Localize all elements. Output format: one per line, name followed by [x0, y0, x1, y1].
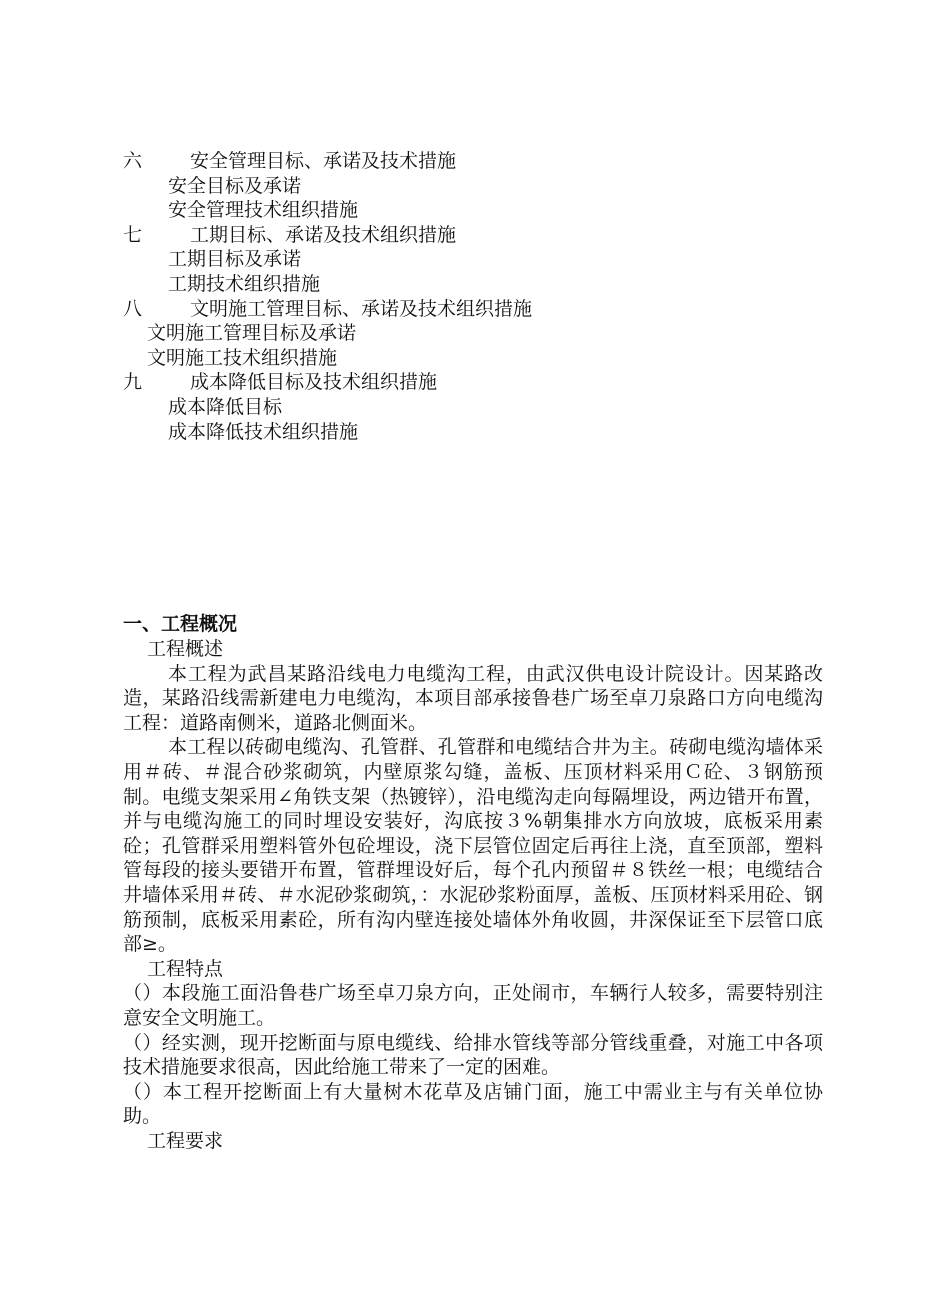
overview-subheading: 工程概述 — [147, 638, 224, 660]
overview-paragraph-1: 本工程为武昌某路沿线电力电缆沟工程，由武汉供电设计院设计。因某路改造，某路沿线需新建电力电缆沟，本项目部承接鲁巷广场至卓刀泉路口方向电缆沟工程：道路南侧米，道路北侧面米。 — [123, 662, 823, 734]
toc-subitem: 文明施工技术组织措施 — [147, 346, 338, 369]
toc-subitem: 成本降低技术组织措施 — [168, 420, 359, 443]
toc-chapter-7 — [123, 223, 823, 248]
toc-subitem: 工期技术组织措施 — [168, 272, 321, 295]
toc-chapter-title: 文明施工管理目标、承诺及技术组织措施 — [190, 297, 533, 320]
toc-subitem: 安全管理技术组织措施 — [168, 199, 359, 222]
toc-chapter-number: 七 — [123, 223, 143, 246]
project-overview-section — [123, 611, 823, 1153]
toc-chapter-title: 安全管理目标、承诺及技术措施 — [190, 150, 457, 172]
toc-subitem: 成本降低目标 — [168, 395, 283, 418]
section-heading: 一、工程概况 — [123, 613, 238, 635]
toc-chapter-title: 成本降低目标及技术组织措施 — [190, 371, 438, 394]
requirements-subheading: 工程要求 — [147, 1129, 224, 1152]
feature-item-2: （）经实测，现开挖断面与原电缆线、给排水管线等部分管线重叠，对施工中各项技术措施要求很高，因此给施工带来了一定的困难。 — [123, 1031, 823, 1079]
feature-item-1: （）本段施工面沿鲁巷广场至卓刀泉方向，正处闹市，车辆行人较多，需要特别注意安全文明施工。 — [123, 982, 823, 1029]
toc-chapter-6 — [123, 149, 823, 174]
toc-chapter-number: 六 — [123, 150, 143, 172]
table-of-contents — [123, 149, 823, 444]
overview-paragraph-2: 本工程以砖砌电缆沟、孔管群、孔管群和电缆结合井为主。砖砌电缆沟墙体采用＃砖、＃混合砂浆砌筑，内壁原浆勾缝，盖板、压顶材料采用Ｃ砼、３钢筋预制。电缆支架采用∠角铁支架（热镀锌），沿电缆沟走向每隔埋设，两边错开布置，并与电缆沟施工的同时埋设安装好，沟底按３%朝集排水方向放坡，底板采用素砼；孔管群采用塑料管外包砼埋设，浇下层管位固定后再往上浇，直至顶部，塑料管每段的接头要错开布置，管群埋设好后，每个孔内预留＃８铁丝一根；电缆结合井墙体采用＃砖、＃水泥砂浆砌筑，：水泥砂浆粉面厚，盖板、压顶材料采用砼、钢筋预制，底板采用素砼，所有沟内壁连接处墙体外角收圆，井深保证至下层管口底部≥。 — [123, 736, 823, 956]
toc-subitem: 工期目标及承诺 — [168, 248, 302, 271]
toc-chapter-8 — [123, 297, 823, 322]
toc-chapter-number: 八 — [123, 297, 143, 320]
toc-subitem: 文明施工管理目标及承诺 — [147, 322, 357, 345]
toc-chapter-title: 工期目标、承诺及技术组织措施 — [190, 223, 457, 246]
toc-chapter-number: 九 — [123, 371, 143, 394]
feature-item-3: （）本工程开挖断面上有大量树木花草及店铺门面，施工中需业主与有关单位协助。 — [123, 1080, 823, 1128]
features-subheading: 工程特点 — [147, 957, 224, 980]
toc-subitem: 安全目标及承诺 — [168, 174, 302, 197]
toc-chapter-9 — [123, 370, 823, 395]
